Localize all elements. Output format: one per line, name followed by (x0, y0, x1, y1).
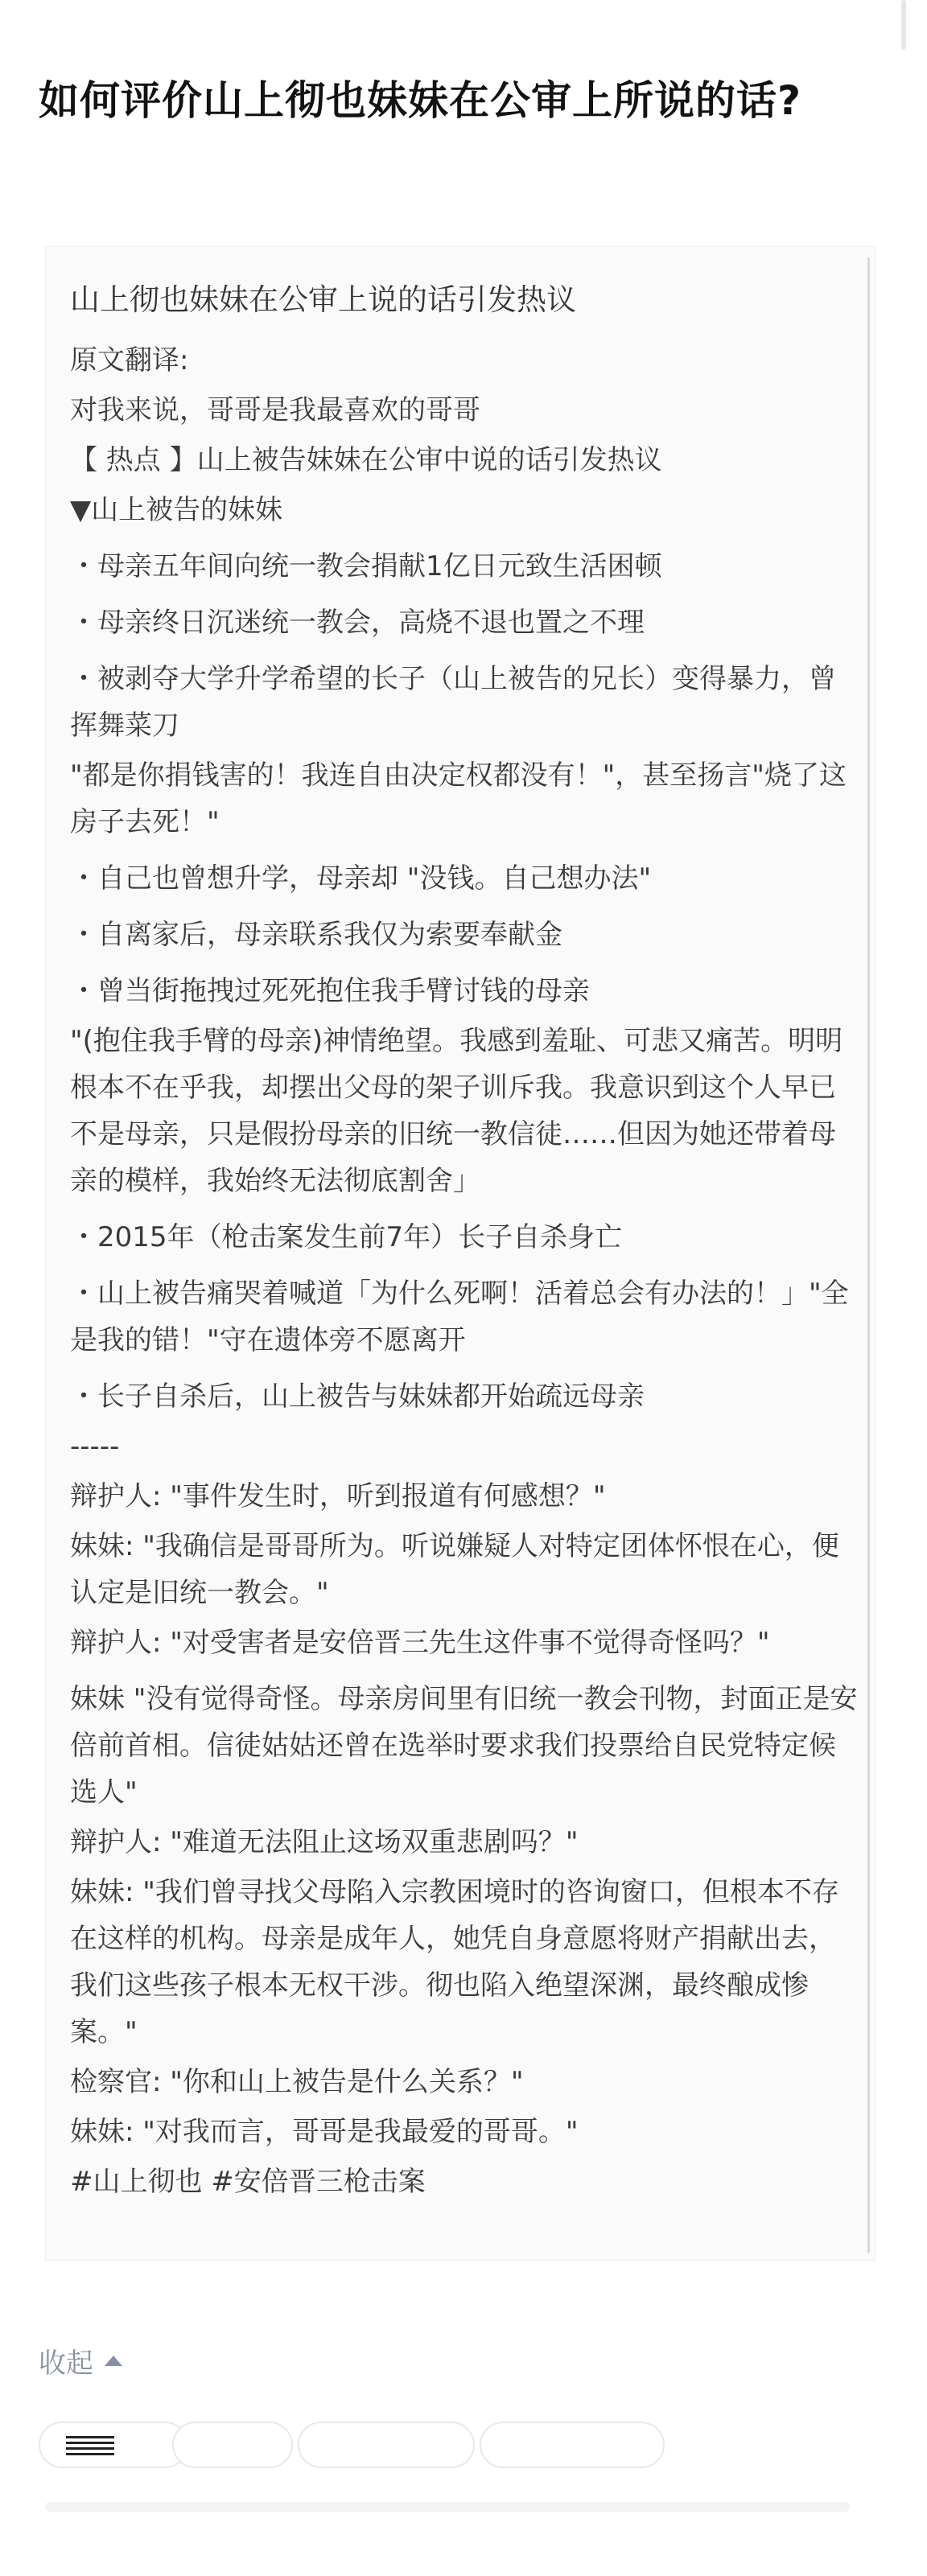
image-line: ・山上被告痛哭着喊道「为什么死啊！活着总会有办法的！」"全是我的错！"守在遗体旁不愿离开 (70, 1278, 849, 1356)
image-hashtags: #山上彻也 #安倍晋三枪击案 (70, 2166, 426, 2198)
image-line: 辩护人: "对受害者是安倍晋三先生这件事不觉得奇怪吗？" (70, 1627, 770, 1659)
image-line: ・被剥夺大学升学希望的长子（山上被告的兄长）变得暴力，曾挥舞菜刀 (70, 663, 836, 742)
image-line: 原文翻译: (70, 344, 189, 377)
image-line: "(抱住我手臂的母亲)神情绝望。我感到羞耻、可悲又痛苦。明明根本不在乎我，却摆出父母的架子训斥我。我意识到这个人早已不是母亲，只是假扮母亲的旧统一教信徒……但因为她还带着母亲的模样，我始终无法彻底割舍」 (70, 1025, 843, 1197)
collapse-button[interactable] (39, 2339, 122, 2381)
image-line: 【 热点 】山上被告妹妹在公审中说的话引发热议 (70, 444, 662, 476)
caret-up-icon (105, 2356, 122, 2366)
image-line: ▼山上被告的妹妹 (70, 494, 283, 526)
comment-button[interactable] (298, 2422, 475, 2468)
image-line: ・母亲终日沉迷统一教会，高烧不退也置之不理 (70, 607, 645, 639)
image-line: 妹妹: "我确信是哥哥所为。听说嫌疑人对特定团体怀恨在心，便认定是旧统一教会。" (70, 1530, 839, 1609)
image-heading: 山上彻也妹妹在公审上说的话引发热议 (70, 282, 576, 317)
image-edge-shadow (867, 257, 870, 2253)
image-line: 妹妹 "没有觉得奇怪。母亲房间里有旧统一教会刊物，封面正是安倍前首相。信徒姑姑还曾在选举时要求我们投票给自民党特定候选人" (70, 1683, 858, 1809)
image-line: ・2015年（枪击案发生前7年）长子自杀身亡 (70, 1221, 623, 1253)
image-text-block (70, 276, 859, 2208)
image-line: ・曾当街拖拽过死死抱住我手臂讨钱的母亲 (70, 975, 590, 1007)
answer-action-bar (39, 2418, 892, 2475)
top-scroll-indicator (901, 0, 906, 50)
image-line: 妹妹: "对我而言，哥哥是我最爱的哥哥。" (70, 2116, 579, 2148)
image-line: ・自离家后，母亲联系我仅为索要奉献金 (70, 919, 562, 951)
downvote-button[interactable] (172, 2422, 293, 2468)
answer-image (45, 246, 876, 2261)
image-line: "都是你捐钱害的！我连自由决定权都没有！"，甚至扬言"烧了这房子去死！" (70, 759, 847, 838)
image-line: ・自己也曾想升学，母亲却 "没钱。自己想办法" (70, 862, 652, 895)
image-line: 妹妹: "我们曾寻找父母陷入宗教困境时的咨询窗口，但根本不存在这样的机构。母亲是成年人，她凭自身意愿将财产捐献出去，我们这些孩子根本无权干涉。彻也陷入绝望深渊，最终酿成惨案。" (70, 1876, 839, 2048)
question-title: 如何评价山上彻也妹妹在公审上所说的话? (39, 76, 802, 124)
image-divider: ----- (70, 1430, 120, 1463)
image-line: 检察官: "你和山上被告是什么关系？" (70, 2066, 524, 2098)
image-line: 对我来说，哥哥是我最喜欢的哥哥 (70, 394, 480, 426)
image-line: 辩护人: "难道无法阻止这场双重悲剧吗？" (70, 1826, 579, 1858)
collapse-label: 收起 (39, 2347, 93, 2380)
image-line: 辩护人: "事件发生时，听到报道有何感想？" (70, 1480, 606, 1512)
share-button[interactable] (480, 2422, 665, 2468)
vote-button[interactable] (39, 2422, 188, 2468)
bottom-divider (45, 2502, 850, 2512)
image-line: ・母亲五年间向统一教会捐献1亿日元致生活困顿 (70, 550, 662, 582)
vote-icon (66, 2436, 114, 2455)
image-line: ・长子自杀后，山上被告与妹妹都开始疏远母亲 (70, 1381, 645, 1413)
